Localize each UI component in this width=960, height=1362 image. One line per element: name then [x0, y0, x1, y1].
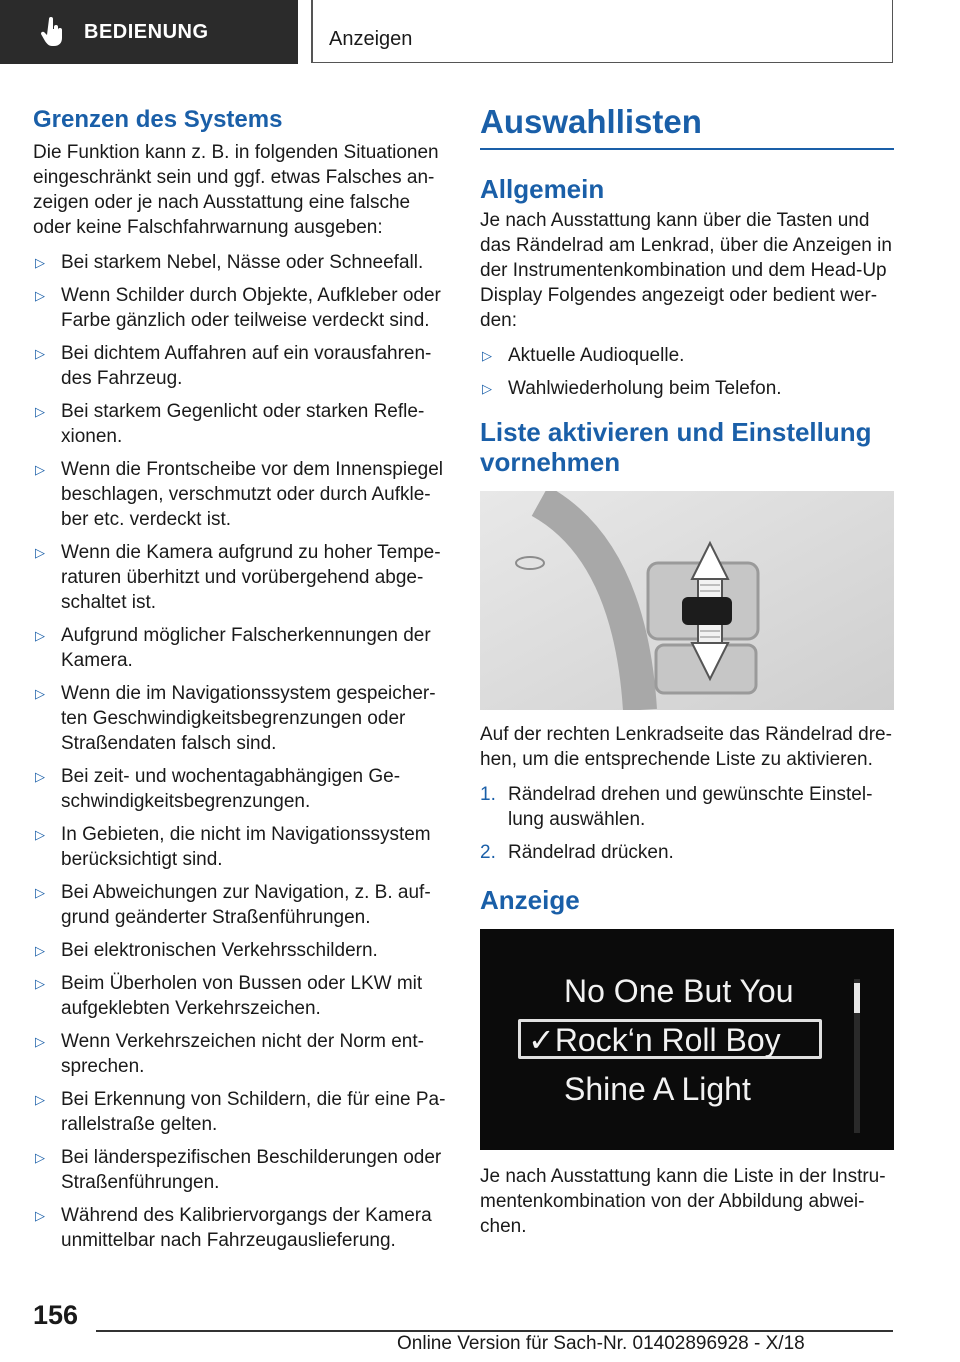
- steering-wheel-thumbwheel-image: [480, 491, 894, 710]
- triangle-bullet-icon: ▷: [35, 1034, 45, 1049]
- right-column: [480, 100, 896, 1239]
- triangle-bullet-icon: ▷: [35, 255, 45, 270]
- page-title: Auswahllisten: [480, 103, 702, 140]
- triangle-bullet-icon: ▷: [35, 827, 45, 842]
- display-list-item: No One But You: [564, 973, 794, 1009]
- list-item: ▷ Wenn die im Navigationssystem gespeicher-ten Geschwindigkeitsbegrenzungen oder Straßendaten falsch sind.: [35, 683, 436, 754]
- list-item: ▷ Bei Abweichungen zur Navigation, z. B. auf-grund geänderter Straßenführungen.: [35, 882, 431, 928]
- triangle-bullet-icon: ▷: [35, 1150, 45, 1165]
- triangle-bullet-icon: ▷: [482, 348, 492, 363]
- triangle-bullet-icon: ▷: [35, 976, 45, 991]
- list-item: ▷ Aktuelle Audioquelle.: [482, 345, 685, 366]
- triangle-bullet-icon: ▷: [35, 885, 45, 900]
- activate-text: Auf der rechten Lenkradseite das Rändelrad dre-hen, um die entsprechende Liste zu aktivieren.: [480, 724, 892, 770]
- section-title-activate: Liste aktivieren und Einstellung vornehmen: [480, 417, 872, 477]
- section-title-general: Allgemein: [480, 174, 605, 204]
- display-list-item-selected: ✓Rock‘n Roll Boy: [528, 1022, 781, 1058]
- list-item: ▷ Bei starkem Nebel, Nässe oder Schneefall.: [35, 252, 424, 273]
- limits-list: [33, 250, 449, 1253]
- triangle-bullet-icon: ▷: [35, 404, 45, 419]
- triangle-bullet-icon: ▷: [35, 1092, 45, 1107]
- display-scroll-thumb: [854, 983, 860, 1013]
- list-item: ▷ Bei starkem Gegenlicht oder starken Refle-xionen.: [35, 401, 425, 447]
- section-label: BEDIENUNG: [84, 20, 209, 43]
- footer-divider: [96, 1330, 893, 1332]
- activate-steps: [480, 782, 896, 865]
- section-title-display: Anzeige: [480, 885, 580, 915]
- limits-intro: Die Funktion kann z. B. in folgenden Situationen eingeschränkt sein und ggf. etwas Falsches an-zeigen oder je nach Ausstattung eine falsche oder keine Falschfahrwarnung ausgeben:: [33, 142, 439, 238]
- triangle-bullet-icon: ▷: [35, 346, 45, 361]
- triangle-bullet-icon: ▷: [35, 943, 45, 958]
- list-item: ▷ Wahlwiederholung beim Telefon.: [482, 378, 782, 399]
- general-text: Je nach Ausstattung kann über die Tasten und das Rändelrad am Lenkrad, über die Anzeigen in der Instrumentenkombination und dem Head-Up Display Folgendes angezeigt oder bedient wer-den:: [480, 210, 892, 331]
- left-column: [33, 100, 449, 1261]
- list-item: ▷ Während des Kalibriervorgangs der Kamera unmittelbar nach Fahrzeugauslieferung.: [35, 1205, 432, 1251]
- triangle-bullet-icon: ▷: [35, 288, 45, 303]
- display-list-item: Shine A Light: [564, 1071, 751, 1107]
- list-item: ▷ Bei dichtem Auffahren auf ein vorausfahren-des Fahrzeug.: [35, 343, 432, 389]
- list-item: ▷ Bei elektronischen Verkehrsschildern.: [35, 940, 378, 961]
- triangle-bullet-icon: ▷: [35, 1208, 45, 1223]
- triangle-bullet-icon: ▷: [35, 628, 45, 643]
- online-version-note: Online Version für Sach-Nr. 01402896928 - X/18: [397, 1333, 805, 1354]
- list-item: ▷ Aufgrund möglicher Falscherkennungen der Kamera.: [35, 625, 431, 671]
- triangle-bullet-icon: ▷: [35, 769, 45, 784]
- list-item: ▷ In Gebieten, die nicht im Navigationssystem berücksichtigt sind.: [35, 824, 431, 870]
- list-item: ▷ Bei länderspezifischen Beschilderungen oder Straßenführungen.: [35, 1147, 442, 1193]
- instrument-list-display-image: [480, 929, 894, 1150]
- section-title-limits: Grenzen des Systems: [33, 106, 283, 133]
- list-item: ▷ Bei zeit- und wochentagabhängigen Ge-schwindigkeitsbegrenzungen.: [35, 766, 401, 812]
- list-item: ▷ Wenn Schilder durch Objekte, Aufkleber oder Farbe gänzlich oder teilweise verdeckt sind.: [35, 285, 441, 331]
- list-item: ▷ Wenn die Kamera aufgrund zu hoher Tempe-raturen überhitzt und vorübergehend abge-schaltet ist.: [35, 542, 441, 613]
- title-divider: [480, 148, 894, 150]
- triangle-bullet-icon: ▷: [35, 545, 45, 560]
- list-item: 2. Rändelrad drücken.: [480, 842, 674, 863]
- triangle-bullet-icon: ▷: [35, 686, 45, 701]
- page-number: 156: [33, 1300, 79, 1330]
- chapter-label: Anzeigen: [329, 28, 413, 50]
- triangle-bullet-icon: ▷: [35, 462, 45, 477]
- list-item: ▷ Beim Überholen von Bussen oder LKW mit aufgeklebten Verkehrszeichen.: [35, 973, 423, 1019]
- general-list: [480, 343, 896, 401]
- triangle-bullet-icon: ▷: [482, 381, 492, 396]
- hand-pointer-icon: [40, 17, 64, 47]
- list-item: ▷ Wenn Verkehrszeichen nicht der Norm ent-sprechen.: [35, 1031, 424, 1077]
- list-item: 1. Rändelrad drehen und gewünschte Einstel-lung auswählen.: [480, 784, 873, 830]
- list-item: ▷ Wenn die Frontscheibe vor dem Innenspiegel beschlagen, verschmutzt oder durch Aufkle-ber etc. verdeckt ist.: [35, 459, 443, 530]
- display-text: Je nach Ausstattung kann die Liste in der Instru-mentenkombination von der Abbildung abwei-chen.: [480, 1166, 886, 1237]
- section-tab: [0, 0, 298, 64]
- chapter-box: [311, 0, 893, 63]
- list-item: ▷ Bei Erkennung von Schildern, die für eine Pa-rallelstraße gelten.: [35, 1089, 446, 1135]
